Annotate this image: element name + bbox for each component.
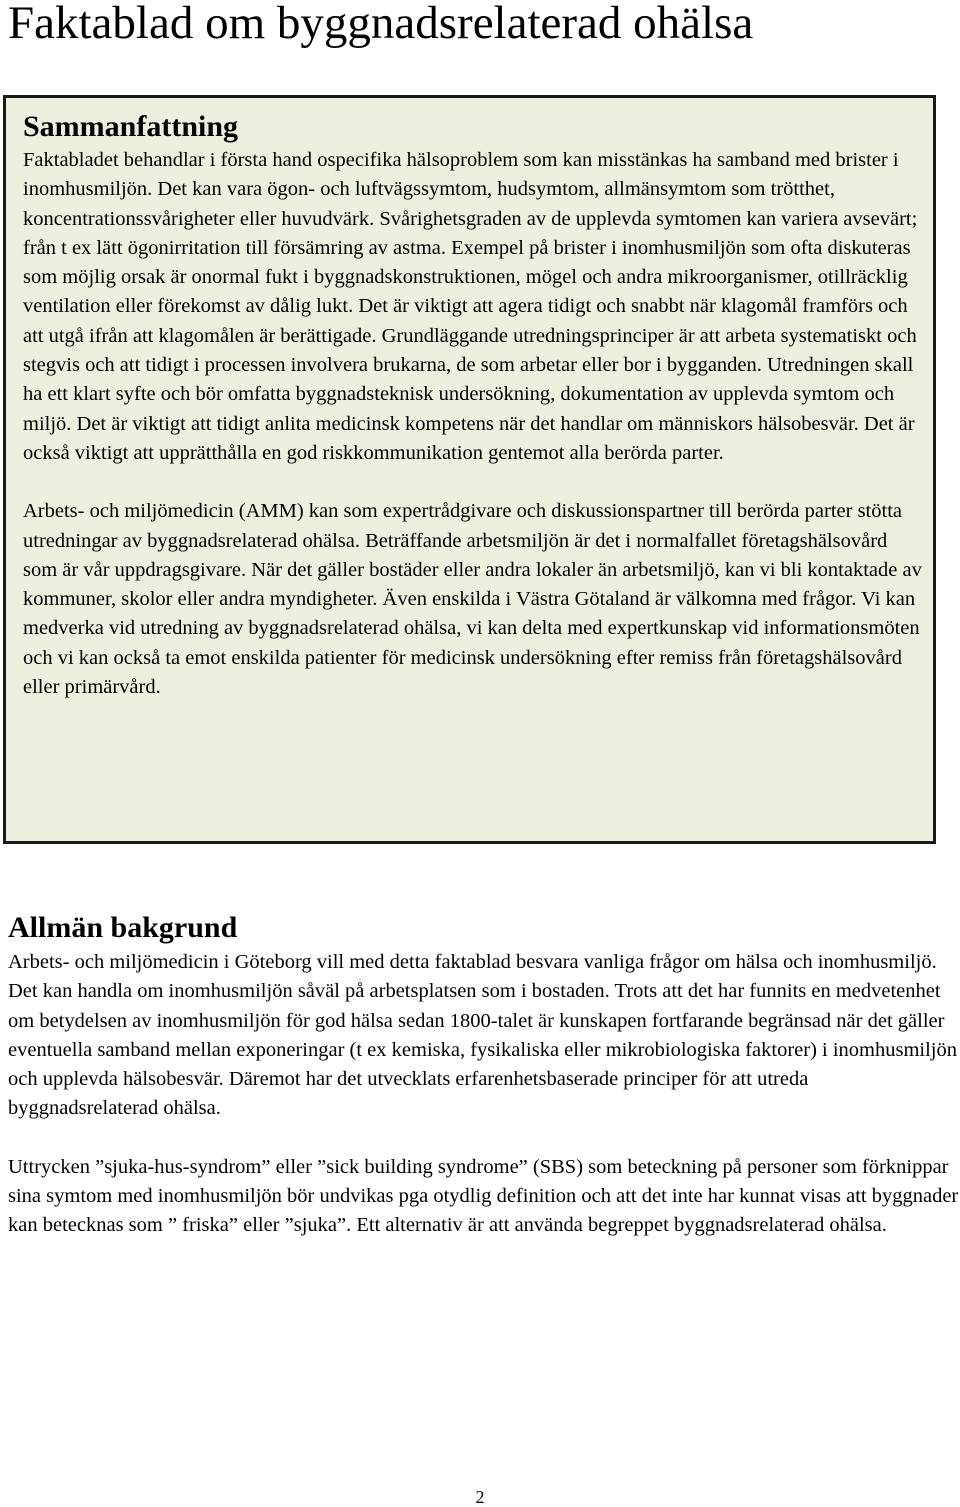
background-paragraph-2: Uttrycken ”sjuka-hus-syndrom” eller ”sick building syndrome” (SBS) som beteckning på personer som förknippar sina symtom med inomhusmiljön bör undvikas pga otydlig definition och att det inte har kunnat visas att byggnader kan betecknas som ” friska” eller ”sjuka”. Ett alternativ är att använda begreppet byggnadsrelaterad ohälsa.: [8, 1155, 959, 1237]
page-number: 2: [475, 1487, 485, 1507]
background-section: [8, 908, 960, 1241]
summary-paragraph-1: Faktabladet behandlar i första hand ospecifika hälsoproblem som kan misstänkas ha samband med brister i inomhusmiljön. Det kan vara ögon- och luftvägssymtom, hudsymtom, allmänsymtom som trötthet, koncentrationssvårigheter eller huvudvärk. Svårighetsgraden av de upplevda symtomen kan variera avsevärt; från t ex lätt ögonirritation till försämring av astma. Exempel på brister i inomhusmiljön som ofta diskuteras som möjlig orsak är onormal fukt i byggnadskonstruktionen, mögel och andra mikroorganismer, otillräcklig ventilation eller förekomst av dålig lukt. Det är viktigt att agera tidigt och snabbt när klagomål framförs och att utgå ifrån att klagomålen är berättigade. Grundläggande utredningsprinciper är att arbeta systematiskt och stegvis och att tidigt i processen involvera brukarna, de som arbetar eller bor i bygganden. Utredningen skall ha ett klart syfte och bör omfatta byggnadsteknisk undersökning, dokumentation av upplevda symtom och miljö. Det är viktigt att tidigt anlita medicinsk kompetens när det handlar om människors hälsobesvär. Det är också viktigt att upprätthålla en god riskkommunikation gentemot alla berörda parter.: [23, 149, 918, 464]
summary-box: [3, 95, 936, 844]
summary-heading: Sammanfattning: [23, 110, 239, 143]
page-title: Faktablad om byggnadsrelaterad ohälsa: [8, 0, 754, 49]
summary-paragraph-2: Arbets- och miljömedicin (AMM) kan som expertrådgivare och diskussionspartner till berörda parter stötta utredningar av byggnadsrelaterad ohälsa. Beträffande arbetsmiljön är det i normalfallet företagshälsovård som är vår uppdragsgivare. När det gäller bostäder eller andra lokaler än arbetsmiljö, kan vi bli kontaktade av kommuner, skolor eller andra myndigheter. Även enskilda i Västra Götaland är välkomna med frågor. Vi kan medverka vid utredning av byggnadsrelaterad ohälsa, vi kan delta med expertkunskap vid informationsmöten och vi kan också ta emot enskilda patienter för medicinsk undersökning efter remiss från företagshälsovård eller primärvård.: [23, 500, 922, 699]
background-heading: Allmän bakgrund: [8, 911, 238, 944]
background-paragraph-1: Arbets- och miljömedicin i Göteborg vill med detta faktablad besvara vanliga frågor om hälsa och inomhusmiljö. Det kan handla om inomhusmiljön såväl på arbetsplatsen som i bostaden. Trots att det har funnits en medvetenhet om betydelsen av inomhusmiljön för god hälsa sedan 1800-talet är kunskapen fortfarande begränsad när det gäller eventuella samband mellan exponeringar (t ex kemiska, fysikaliska eller mikrobiologiska faktorer) i inomhusmiljön och upplevda hälsobesvär. Däremot har det utvecklats erfarenhetsbaserade principer för att utreda byggnadsrelaterad ohälsa.: [8, 951, 958, 1120]
